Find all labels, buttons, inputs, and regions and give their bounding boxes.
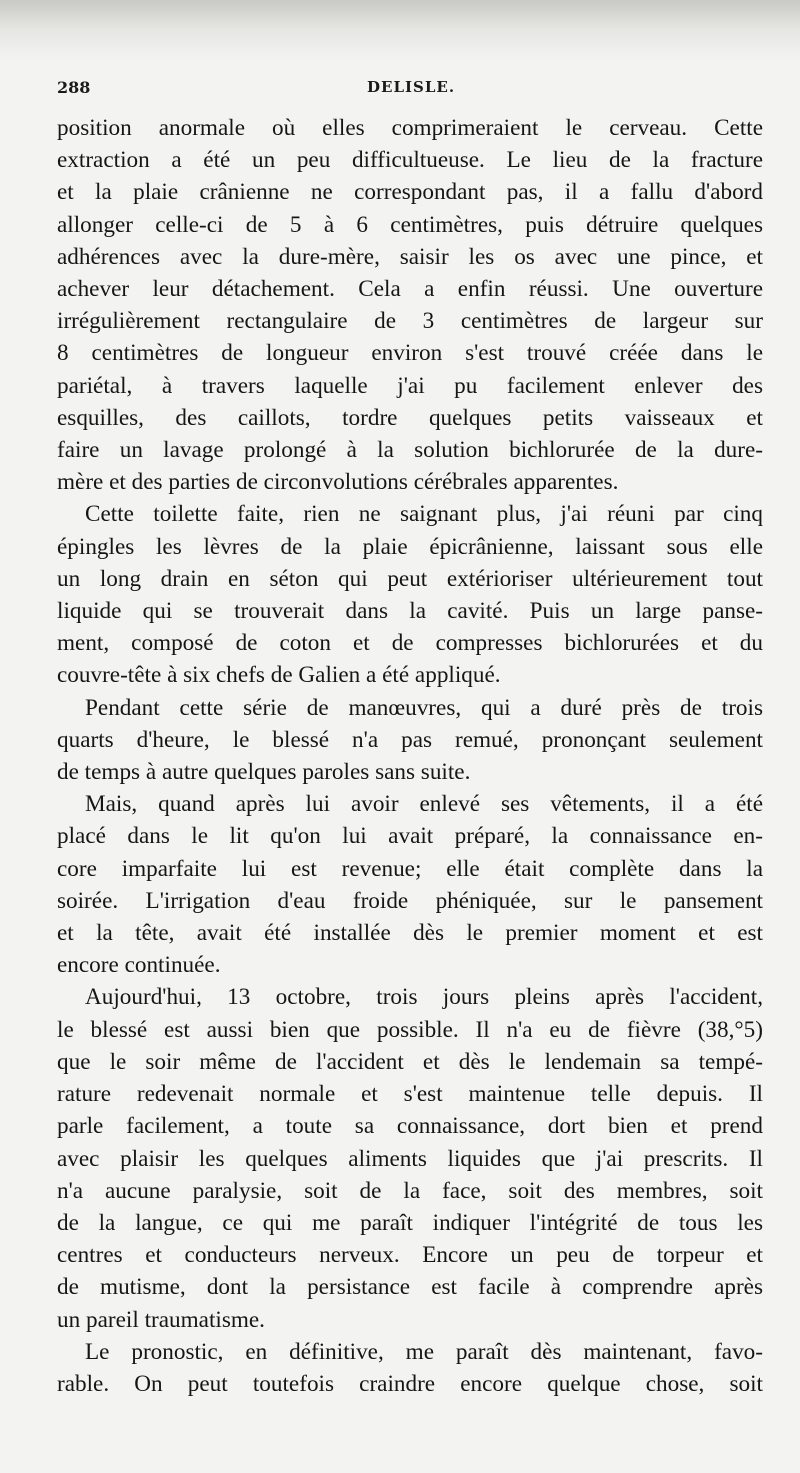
text-line: core imparfaite lui est revenue; elle était complète dans la [57, 855, 763, 882]
text-line: épingles les lèvres de la plaie épicrânienne, laissant sous elle [57, 533, 763, 560]
page-number: 288 [57, 78, 91, 97]
paragraph [57, 692, 763, 789]
text-line: n'a aucune paralysie, soit de la face, soit des membres, soit [57, 1177, 763, 1204]
text-line: Pendant cette série de manœuvres, qui a duré près de trois [85, 694, 763, 721]
text-line: Mais, quand après lui avoir enlevé ses vêtements, il a été [85, 791, 763, 818]
text-line: mère et des parties de circonvolutions cérébrales apparentes. [57, 469, 619, 496]
text-line: adhérences avec la dure-mère, saisir les os avec une pince, et [57, 243, 763, 270]
text-line: esquilles, des caillots, tordre quelques petits vaisseaux et [57, 404, 763, 431]
text-line: achever leur détachement. Cela a enfin réussi. Une ouverture [57, 276, 763, 303]
text-line: extraction a été un peu difficultueuse. Le lieu de la fracture [57, 147, 763, 174]
text-line: faire un lavage prolongé à la solution bichlorurée de la dure- [57, 437, 763, 464]
paragraph [57, 498, 763, 691]
text-line: allonger celle-ci de 5 à 6 centimètres, puis détruire quelques [57, 211, 763, 238]
text-line: Cette toilette faite, rien ne saignant plus, j'ai réuni par cinq [85, 501, 763, 528]
text-line: encore continuée. [57, 952, 221, 979]
text-line: un pareil traumatisme. [57, 1306, 265, 1333]
text-line: irrégulièrement rectangulaire de 3 centimètres de largeur sur [57, 308, 763, 335]
paragraph [57, 1336, 763, 1400]
text-line: Aujourd'hui, 13 octobre, trois jours pleins après l'accident, [85, 984, 763, 1011]
text-line: Le pronostic, en définitive, me paraît dès maintenant, favo- [85, 1338, 763, 1365]
text-line: placé dans le lit qu'on lui avait préparé, la connaissance en- [57, 823, 763, 850]
text-line: et la tête, avait été installée dès le premier moment et est [57, 920, 763, 947]
text-line: de la langue, ce qui me paraît indiquer l'intégrité de tous les [57, 1209, 763, 1236]
text-line: pariétal, à travers laquelle j'ai pu facilement enlever des [57, 372, 763, 399]
text-line: et la plaie crânienne ne correspondant pas, il a fallu d'abord [57, 179, 763, 206]
paragraph [57, 788, 763, 981]
text-line: soirée. L'irrigation d'eau froide phéniquée, sur le pansement [57, 887, 763, 914]
body-text [57, 112, 763, 1400]
paragraph [57, 981, 763, 1335]
text-line: parle facilement, a toute sa connaissance, dort bien et prend [57, 1113, 763, 1140]
text-line: que le soir même de l'accident et dès le lendemain sa tempé- [57, 1048, 763, 1075]
text-line: couvre-tête à six chefs de Galien a été appliqué. [57, 662, 501, 689]
text-line: position anormale où elles comprimeraient le cerveau. Cette [57, 115, 763, 141]
text-line: rature redevenait normale et s'est maintenue telle depuis. Il [57, 1081, 763, 1108]
paragraph [57, 112, 763, 498]
text-line: ment, composé de coton et de compresses bichlorurées et du [57, 630, 763, 657]
text-line: 8 centimètres de longueur environ s'est trouvé créée dans le [57, 340, 763, 367]
text-line: liquide qui se trouverait dans la cavité. Puis un large panse- [57, 598, 763, 625]
text-line: de mutisme, dont la persistance est facile à comprendre après [57, 1274, 763, 1301]
text-line: rable. On peut toutefois craindre encore quelque chose, soit [57, 1370, 763, 1397]
text-line: le blessé est aussi bien que possible. Il n'a eu de fièvre (38,°5) [57, 1016, 763, 1043]
text-line: avec plaisir les quelques aliments liquides que j'ai prescrits. Il [57, 1145, 763, 1172]
text-line: quarts d'heure, le blessé n'a pas remué, prononçant seulement [57, 726, 763, 753]
text-line: un long drain en séton qui peut extérioriser ultérieurement tout [57, 565, 763, 592]
text-line: de temps à autre quelques paroles sans suite. [57, 759, 471, 786]
page-header [57, 78, 757, 108]
text-line: centres et conducteurs nerveux. Encore un peu de torpeur et [57, 1242, 763, 1269]
running-head: DELISLE. [367, 78, 456, 96]
